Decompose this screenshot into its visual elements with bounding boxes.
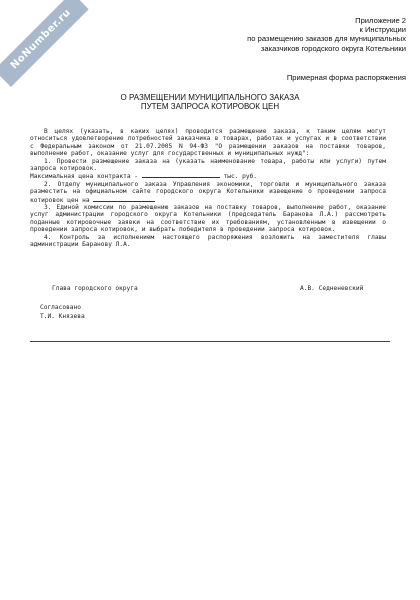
approval-name: Т.И. Князева: [40, 313, 85, 320]
paragraph-item-2: [30, 181, 386, 204]
attachment-line: заказчиков городского округа Котельники: [260, 43, 406, 53]
signature-position: Глава городского округа: [52, 285, 138, 292]
max-price-blank: [142, 172, 220, 178]
paragraph-item-1: 1. Провести размещение заказа на (указать наименование товара, работы или услуги) путем запроса котировок.: [30, 157, 386, 173]
attachment-line: по размещению заказов для муниципальных: [247, 34, 406, 44]
paragraph-item-3: 3. Единой комиссии по размещению заказов на поставку товаров, выполнение работ, оказание услуг администрации городского округа Котельники (председатель Баранова Л.А.) рассмотреть поданные котировочные заявки на соответствие их требованиям, установленным в извещении о проведении запроса котировок, и выбрать победителя в проведении запроса котировок.: [30, 204, 386, 234]
signature-name: А.В. Седненевский: [300, 285, 364, 292]
approval-label: Согласовано: [40, 304, 81, 311]
document-title: [0, 93, 420, 112]
title-line: О РАЗМЕЩЕНИИ МУНИЦИПАЛЬНОГО ЗАКАЗА: [120, 93, 300, 102]
title-line: ПУТЕМ ЗАПРОСА КОТИРОВОК ЦЕН: [140, 102, 280, 112]
attachment-line: Приложение 2: [355, 16, 406, 25]
paragraph-max-price: [30, 172, 386, 180]
item-2-blank: [93, 196, 155, 202]
footer-rule: [30, 341, 390, 342]
paragraph-item-4: 4. Контроль за исполнением настоящего распоряжения возложить на заместителя главы администрации Баранову Л.А.: [30, 233, 386, 249]
max-price-unit: тыс. руб.: [223, 173, 258, 181]
attachment-header: [247, 16, 406, 53]
watermark-badge[interactable]: NoNumber.ru: [0, 0, 89, 87]
max-price-label: Максимальная цена контракта -: [30, 173, 139, 181]
attachment-line: к Инструкции: [359, 25, 406, 35]
form-label: Примерная форма распоряжения: [286, 73, 406, 82]
item-2-text: 2. Отделу муниципального заказа Управления экономики, торговли и муниципального заказа разместить на официальном сайте городского округа Котельники извещение о проведении запроса котировок цен на: [30, 180, 386, 204]
paragraph-intro: В целях (указать, в каких целях) проводится размещение заказа, к таким целям могут относиться удовлетворение потребностей заказчика в товарах, работах и услугах и в соответствии с Федеральным законом от 21.07.2005 N 94-ФЗ "О размещении заказов на поставки товаров, выполнение работ, оказание услуг для государственных и муниципальных нужд":: [30, 128, 386, 158]
document-body: [30, 128, 386, 249]
